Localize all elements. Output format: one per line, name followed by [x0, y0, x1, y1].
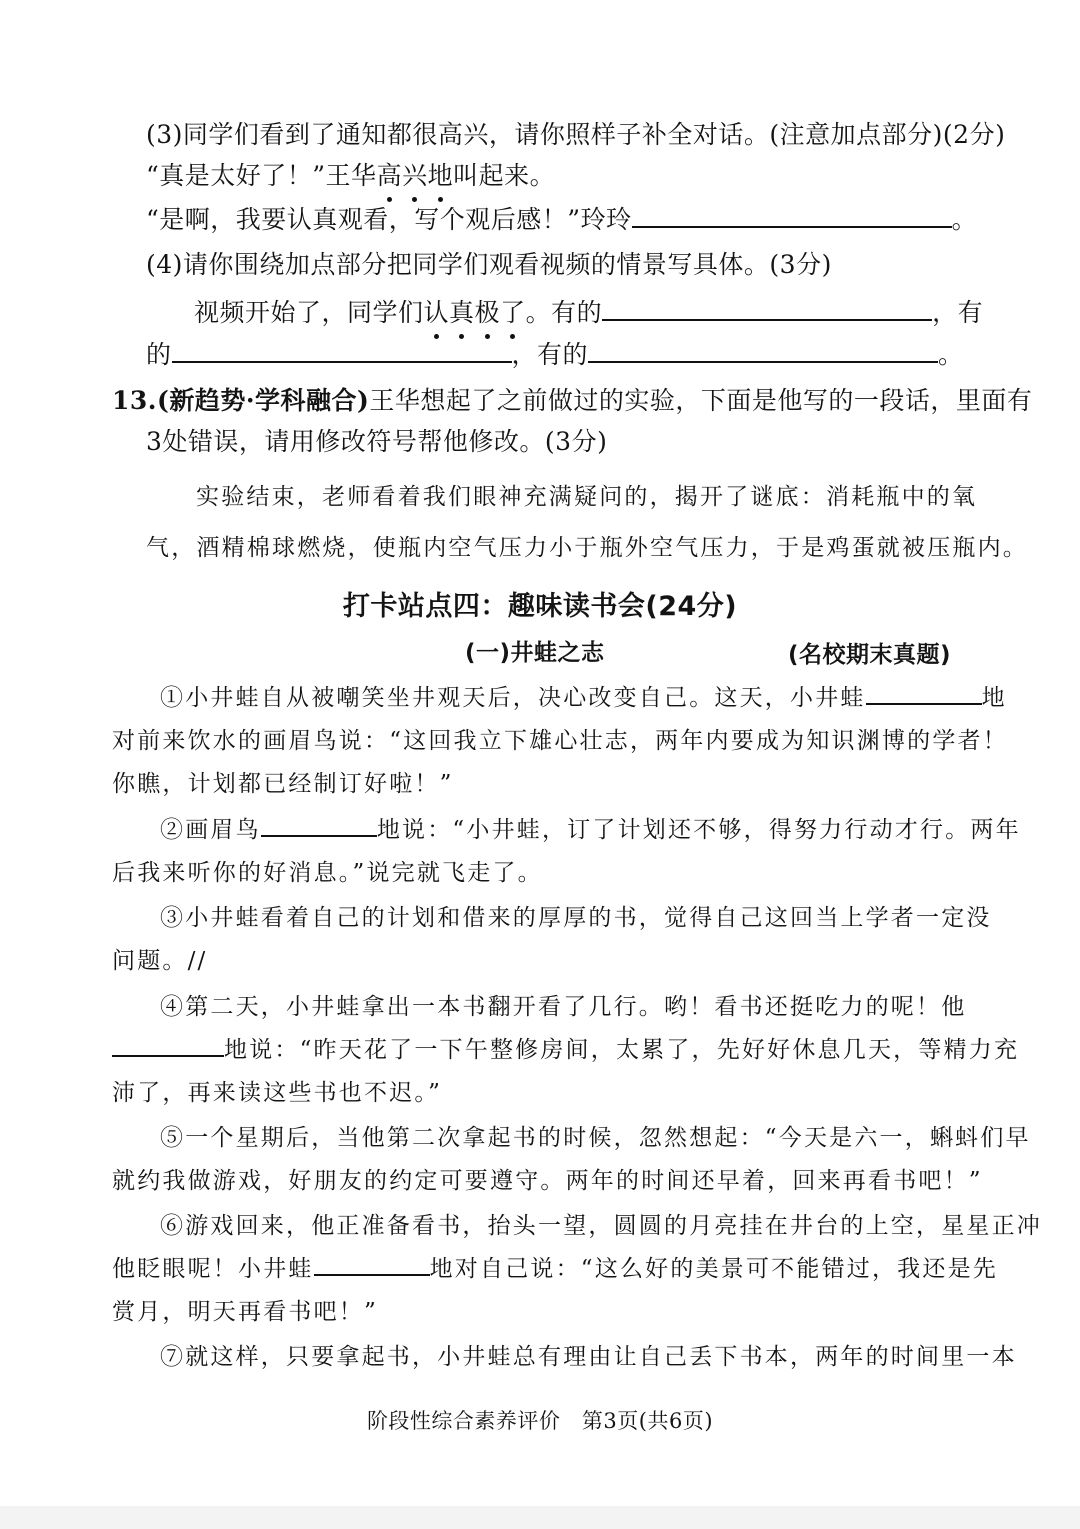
dotted-char: 地 — [428, 159, 454, 193]
example-tail: 叫起来。 — [453, 161, 556, 190]
dotted-char: 兴 — [402, 159, 428, 193]
q12-part4-title: (4)请你围绕加点部分把同学们观看视频的情景写具体。(3分) — [146, 250, 832, 279]
page-footer: 阶段性综合素养评价 第3页(共6页) — [366, 1409, 714, 1433]
paragraph-1-line2: 对前来饮水的画眉鸟说：“这回我立下雄心壮志，两年内要成为知识渊博的学者！ — [112, 728, 1008, 754]
q12-part3-answer-line — [146, 203, 977, 237]
prompt-text: 。 — [938, 340, 964, 369]
passage-text: ②画眉鸟 — [160, 817, 261, 843]
paragraph-1-line1 — [160, 681, 1007, 715]
example-speech: “真是太好了！”王华 — [146, 161, 377, 190]
paragraph-2-line2: 后我来听你的好消息。”说完就飞走了。 — [112, 860, 543, 886]
scan-edge — [0, 1506, 1080, 1529]
q12-part4-line1 — [194, 296, 983, 330]
passage-text: 他眨眼呢！小井蛙 — [112, 1256, 314, 1282]
dotted-char: 极 — [475, 296, 501, 330]
prompt-text: 。有的 — [525, 298, 603, 327]
passage-subtitle: (一)井蛙之志 — [465, 640, 605, 666]
paragraph-6-line2 — [112, 1252, 998, 1286]
answer-prompt: “是啊，我要认真观看，写个观后感！”玲玲 — [146, 205, 632, 234]
passage-text: 地说：“昨天花了一下午整修房间，太累了，先好好休息几天，等精力充 — [224, 1037, 1020, 1063]
q13-passage-line2: 气，酒精棉球燃烧，使瓶内空气压力小于瓶外空气压力，于是鸡蛋就被压瓶内。 — [146, 535, 1028, 561]
paragraph-5-line2: 就约我做游戏，好朋友的约定可要遵守。两年的时间还早着，回来再看书吧！” — [112, 1168, 983, 1194]
answer-blank[interactable] — [112, 1033, 224, 1057]
dotted-char: 认 — [424, 296, 450, 330]
paragraph-6-line1: ⑥游戏回来，他正准备看书，抬头一望，圆圆的月亮挂在井台的上空，星星正冲 — [160, 1213, 1042, 1239]
answer-blank[interactable] — [172, 339, 512, 363]
prompt-text: 视频开始了，同学们 — [194, 298, 424, 327]
section-title: 打卡站点四：趣味读书会(24分) — [342, 591, 738, 622]
passage-text: 地说：“小井蛙，订了计划还不够，得努力行动才行。两年 — [376, 817, 1021, 843]
prompt-text: ，有的 — [511, 340, 589, 369]
question-number: 13. — [112, 386, 157, 415]
answer-blank[interactable] — [632, 204, 952, 228]
answer-blank[interactable] — [602, 297, 932, 321]
passage-text: ①小井蛙自从被嘲笑坐井观天后，决心改变自己。这天，小井蛙 — [160, 685, 866, 711]
paragraph-4-line3: 沛了，再来读这些书也不迟。” — [112, 1080, 443, 1106]
passage-text: 地对自己说：“这么好的美景可不能错过，我还是先 — [429, 1256, 998, 1282]
dotted-char: 了 — [500, 296, 526, 330]
prompt-text: ，有 — [932, 298, 984, 327]
q13-passage-line1: 实验结束，老师看着我们眼神充满疑问的，揭开了谜底：消耗瓶中的氧 — [196, 484, 978, 510]
answer-blank[interactable] — [588, 339, 938, 363]
prompt-text: 的 — [146, 340, 172, 369]
q13-line1 — [112, 384, 1032, 418]
paragraph-1-line3: 你瞧，计划都已经制订好啦！” — [112, 771, 454, 797]
source-tag: (名校期末真题) — [788, 642, 952, 668]
paragraph-2-line1 — [160, 813, 1021, 847]
q12-part4-line2 — [146, 338, 964, 372]
question-text: 王华想起了之前做过的实验，下面是他写的一段话，里面有 — [369, 386, 1033, 415]
dotted-char: 高 — [377, 159, 403, 193]
answer-blank[interactable] — [314, 1252, 430, 1276]
passage-text: 地 — [981, 685, 1007, 711]
paragraph-6-line3: 赏月，明天再看书吧！” — [112, 1299, 378, 1325]
answer-blank[interactable] — [261, 813, 377, 837]
q12-part3-example — [146, 159, 555, 193]
paragraph-4-line2 — [112, 1033, 1019, 1067]
question-tag: (新趋势·学科融合) — [157, 386, 370, 415]
paragraph-3-line1: ③小井蛙看着自己的计划和借来的厚厚的书，觉得自己这回当上学者一定没 — [160, 905, 992, 931]
paragraph-4-line1: ④第二天，小井蛙拿出一本书翻开看了几行。哟！看书还挺吃力的呢！他 — [160, 994, 967, 1020]
paragraph-3-line2: 问题。// — [112, 948, 208, 974]
dotted-char: 真 — [449, 296, 475, 330]
q12-part3-title: (3)同学们看到了通知都很高兴，请你照样子补全对话。(注意加点部分)(2分) — [146, 120, 1006, 149]
q13-line2: 3处错误，请用修改符号帮他修改。(3分) — [146, 427, 608, 456]
paragraph-5-line1: ⑤一个星期后，当他第二次拿起书的时候，忽然想起：“今天是六一，蝌蚪们早 — [160, 1125, 1031, 1151]
paragraph-7-line1: ⑦就这样，只要拿起书，小井蛙总有理由让自己丢下书本，两年的时间里一本 — [160, 1344, 1017, 1370]
answer-end: 。 — [951, 205, 978, 234]
answer-blank[interactable] — [866, 681, 982, 705]
